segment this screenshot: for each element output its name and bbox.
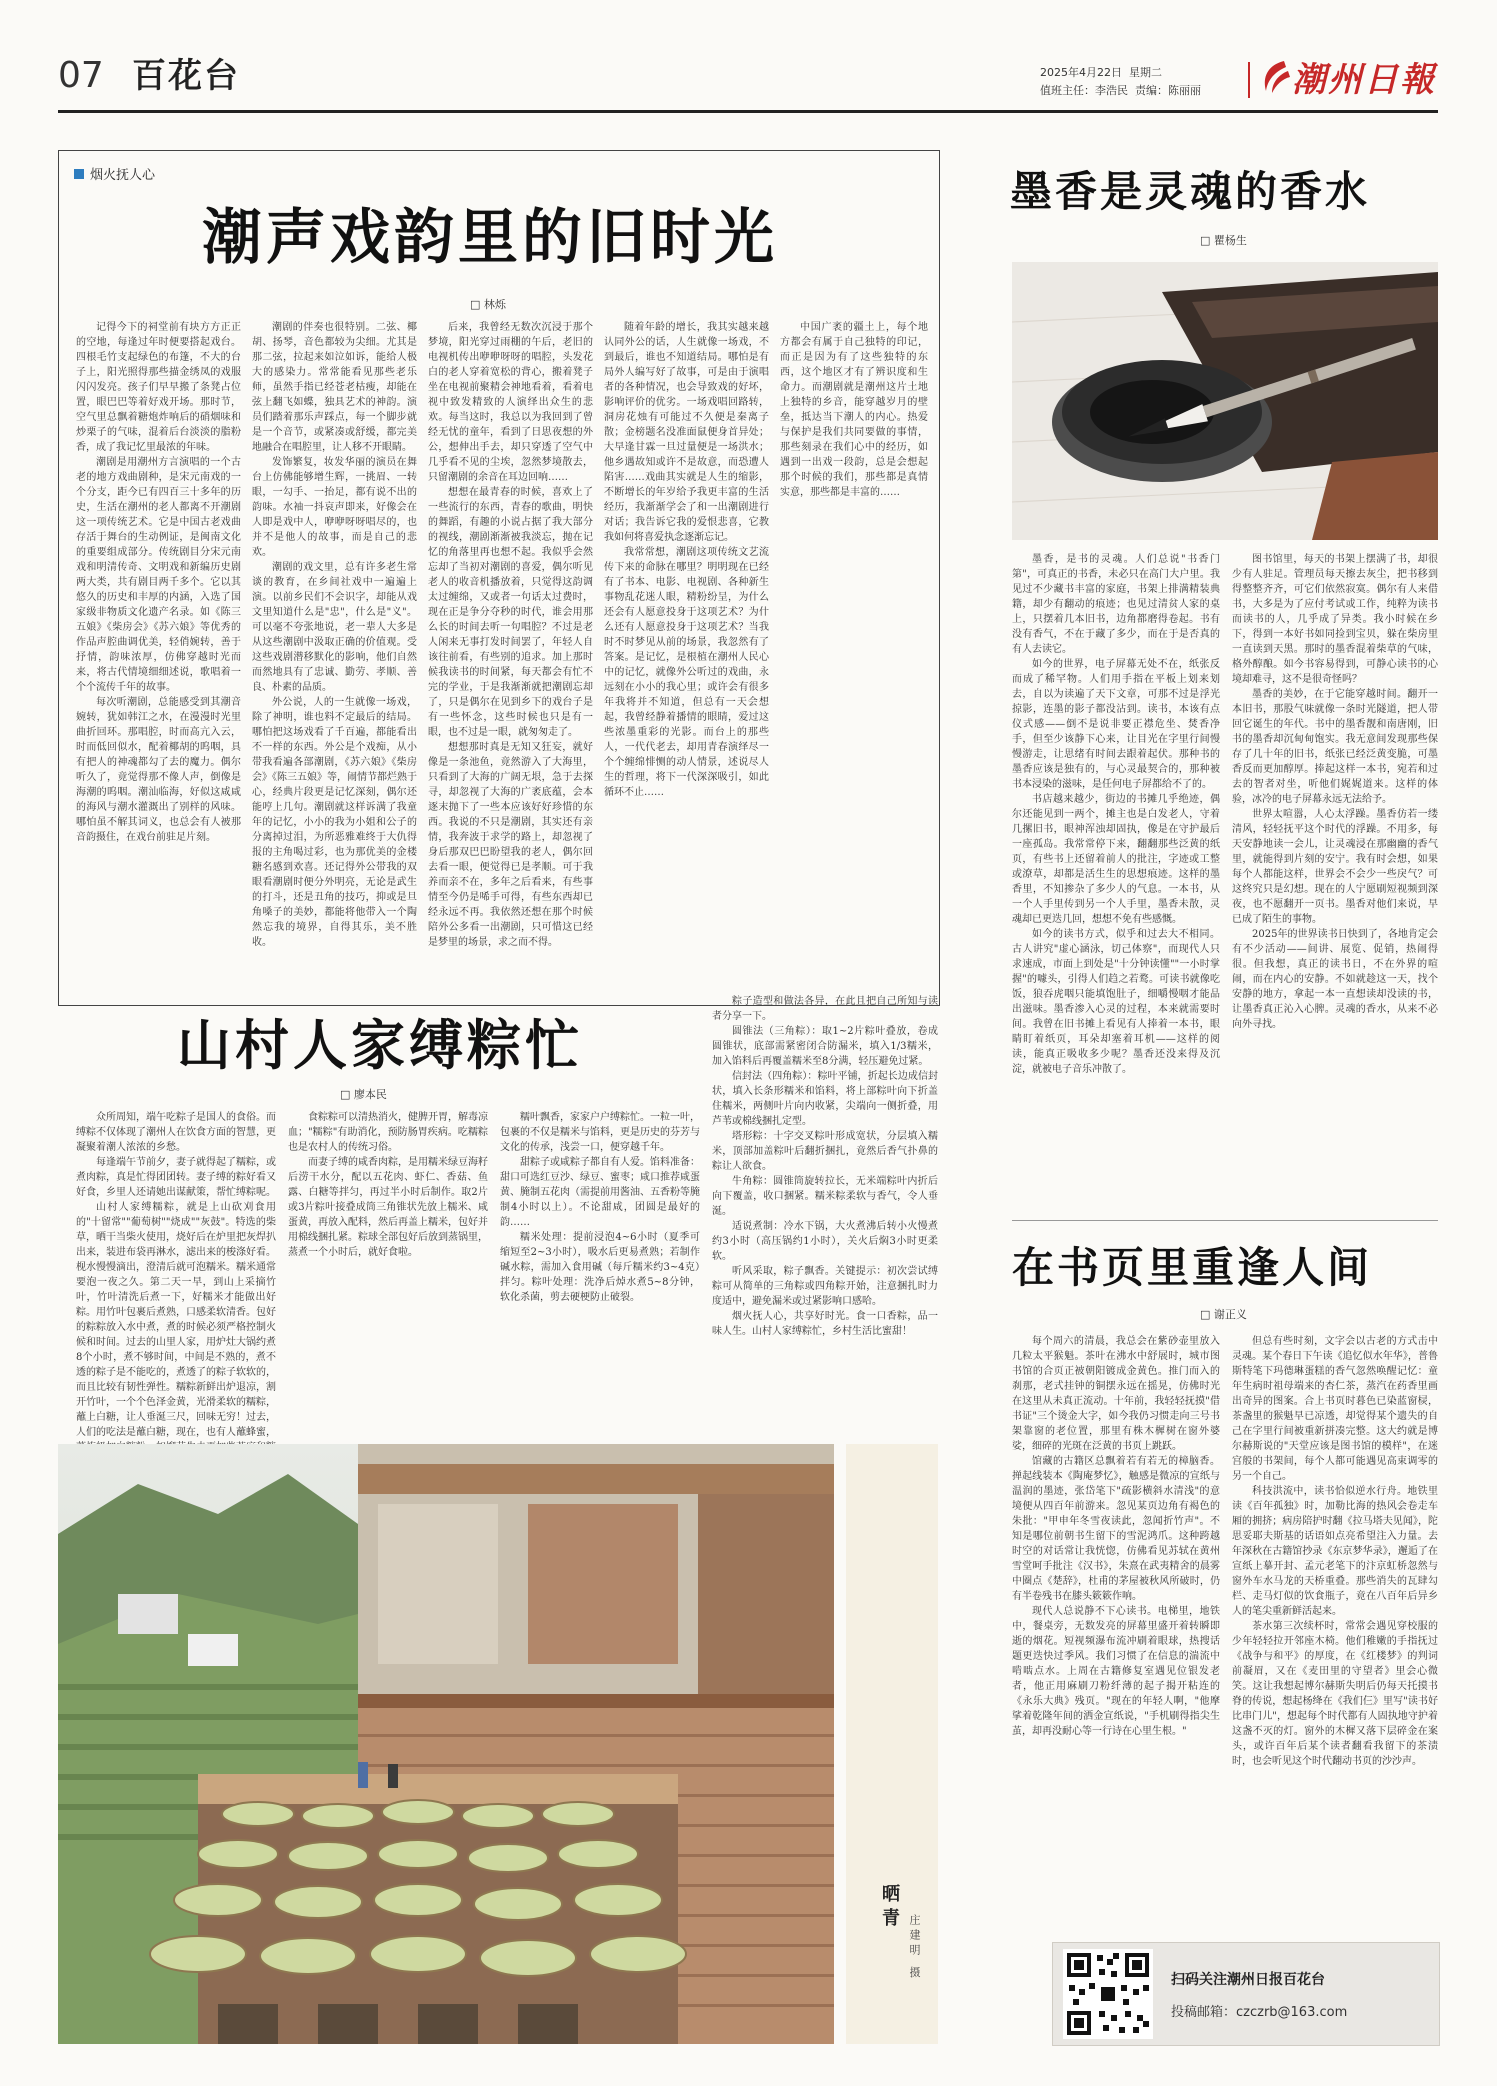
qr-code-icon xyxy=(1063,1949,1153,2039)
editor-credits xyxy=(1040,82,1201,98)
article-1-para: 潮剧的伴奏也很特别。二弦、椰胡、扬琴，音色都较为尖细。尤其是那二弦，拉起来如泣如诉，能给人极大的感染力。常常能看见那些老乐师，虽然手指已经苍老枯瘦，却能在弦上翻飞如蝶，独具艺术的神韵。演员们踏着那乐声踩点，每一个脚步就是一个音节，或紧凑或舒缓，都完美地融合在唱腔里，让人移不开眼睛。 xyxy=(252,322,417,453)
column-tag xyxy=(74,164,155,183)
article-2-col-4 xyxy=(712,994,938,1430)
article-4-top-rule xyxy=(1012,1220,1438,1221)
article-2-para: 糯叶飘香，家家户户缚粽忙。一粒一叶，包裹的不仅是糯米与馅料，更是历史的芬芳与文化的传承，浅尝一口，便穿越千年。 xyxy=(500,1112,700,1153)
article-1-col-5 xyxy=(780,320,928,990)
article-3-byline: □ 瞿杨生 xyxy=(1200,234,1247,247)
qr-label: 扫码关注潮州日报百花台 xyxy=(1171,1972,1325,1988)
article-3-para: 书店越来越少，街边的书摊几乎绝迹，偶尔还能见到一两个，摊主也是白发老人，守着几摞旧书，眼神浑浊却固执，像是在守护最后一座孤岛。我常常停下来，翻翻那些泛黄的纸页，有些书上还留着前人的批注，字迹或工整或潦草，却都是活生生的思想痕迹。这样的墨香里，不知掺杂了多少人的气息。一本书，从一个人手里传到另一个人手里，墨香未散，灵魂却已更迭几回，想想不免有些感慨。 xyxy=(1012,794,1220,925)
article-2-para: 每逢端午节前夕，妻子就得起了糯粽，或煮肉粽，真是忙得团团转。妻子缚的粽好看又好食，乡里人还请她出谋献策，帮忙缚粽呢。 xyxy=(76,1157,276,1198)
issue-date xyxy=(1040,64,1162,80)
article-3-para: 如今的读书方式，似乎和过去大不相同。古人讲究"虚心涵泳，切己体察"，而现代人只求速成，市面上到处是"十分钟读懂""一小时掌握"的噱头，引得人们趋之若鹜。可读书就像吃饭，狼吞虎咽只能填饱肚子，细嚼慢咽才能品出滋味。墨香渗入心灵的过程，本来就需要时间。我曾在旧书摊上看见有人捧着一本书，眼睛盯着纸页，耳朵却塞着耳机——这样的阅读，能真正吸收多少呢？墨香还没来得及沉淀，就被电子音乐冲散了。 xyxy=(1012,929,1220,1075)
date-text: 2025年4月22日 xyxy=(1040,66,1122,79)
article-4-para: 馆藏的古籍区总飘着若有若无的樟脑香。掸起线装本《陶庵梦忆》，触感是微凉的宣纸与温润的墨迹，张岱笔下"疏影横斜水清浅"的意境便从四百年前游来。忽见某页边角有褐色的朱批："甲申年冬雪夜读此，忽闻折竹声"。不知是哪位前朝书生留下的雪泥鸿爪。这种跨越时空的对话常让我恍惚，仿佛看见苏轼在黄州雪堂呵手批注《汉书》，朱熹在武夷精舍的晨雾中圈点《楚辞》，杜甫的茅屋被秋风所破时，仍有半卷残书在膝头簌簌作响。 xyxy=(1012,1456,1220,1602)
tag-square-icon xyxy=(74,169,84,179)
photo-caption xyxy=(846,1444,938,2044)
article-2-para: 烟火抚人心，共享好时光。食一口香粽，品一味人生。山村人家缚粽忙，乡村生活比蜜甜！ xyxy=(712,1311,938,1337)
article-2-para: 众所周知，端午吃粽子是国人的食俗。而缚粽不仅体现了潮州人在饮食方面的智慧，更凝聚着潮人浓浓的乡愁。 xyxy=(76,1112,276,1153)
editor: 责编：陈丽丽 xyxy=(1135,84,1201,97)
article-3-para: 墨香的美妙，在于它能穿越时间。翻开一本旧书，那股气味就像一条时光隧道，把人带回它诞生的年代。书中的墨香靓和南唐刚，旧书的墨香却沉甸甸饱实。我无意间发现那些保存了几十年的旧书，纸张已经泛黄变脆，可墨香反而更加醇厚。捧起这样一本书，宛若和过去的智者对坐，听他们娓娓道来。这样的体验，冰冷的电子屏幕永远无法给予。 xyxy=(1232,689,1438,805)
article-3-col-1 xyxy=(1012,552,1220,1202)
submission-email[interactable]: 投稿邮箱：czczrb@163.com xyxy=(1171,2005,1348,2020)
article-1-para: 想想那时真是无知又狂妄，就好像是一条池鱼，竟然游入了大海里，只看到了大海的广阔无垠，急于去探寻，却忽视了大海的广袤底蕴，会本逐末抛下了一些本应该好好珍惜的东西。我说的不只是潮剧，其实还有亲情，我奔波于求学的路上，却忽视了身后那双巴巴盼望我的老人，偶尔回去看一眼，便觉得已是孝顺。可于我养而亲不在，多年之后看来，有些事情至今仍是唏手可得，有些东西却已经永远不再。我依然还想在那个时候陪外公多看一出潮剧，只可惜这已经是梦里的场景，求之而不得。 xyxy=(428,742,593,948)
article-3-title: 墨香是灵魂的香水 xyxy=(1010,167,1371,216)
article-4-title: 在书页里重逢人间 xyxy=(1012,1243,1373,1292)
article-2-para: 食粽粽可以清热消火，健脾开胃，解毒凉血；"糯粽"有助消化，预防肠胃疾病。吃糯粽也是农村人的传统习俗。 xyxy=(288,1112,488,1153)
article-2-para: 粽子造型和做法各异，在此且把自己所知与读者分享一下。 xyxy=(712,996,938,1022)
article-2-para: 信封法（四角粽）：粽叶平铺，折起长边成信封状，填入长条形糯米和馅料，将上部粽叶向下折盖住糯米，两侧叶片向内收紧，尖端向一侧折叠，用芦苇或棉线捆扎定型。 xyxy=(712,1071,938,1127)
ink-brush-illustration xyxy=(1012,262,1438,540)
article-1-para: 后来，我曾经无数次沉浸于那个梦境，阳光穿过雨棚的午后，老旧的电视机传出咿咿呀呀的唱腔，头发花白的老人穿着宽松的背心，搬着凳子坐在电视前聚精会神地看着，看着电视中致发精致的人演绎出众生的悲欢。每当这时，我总以为我回到了曾经无忧的童年，看到了日思夜想的外公，想伸出手去，却只穿透了空气中几乎看不见的尘埃，忽然梦境散去，只留潮剧的余音在耳边回响…… xyxy=(428,322,593,483)
article-4-para: 茶水第三次续杯时，常常会遇见穿校服的少年轻轻拉开邻座木椅。他们稚嫩的手指抚过《战争与和平》的厚度，在《红楼梦》的判词前凝眉，又在《麦田里的守望者》里会心微笑。这让我想起博尔赫斯失明后仍每天托摸书脊的传说，想起杨绛在《我们仨》里写"读书好比串门儿"，想起每个时代都有人固执地守护着这盏不灭的灯。窗外的木樨又落下层碎金在案头，或许百年后某个读者翻看我留下的茶渍时，也会听见这个时代翻动书页的沙沙声。 xyxy=(1232,1621,1438,1767)
article-2-para: 甜粽子或咸粽子都自有人爱。馅料准备：甜口可选红豆沙、绿豆、蜜枣；咸口推荐咸蛋黄、腌制五花肉（需提前用酱油、五香粉等腌制4小时以上）。不论甜咸，团圆是最好的韵…… xyxy=(500,1157,700,1228)
article-2-para: 而妻子缚的咸香肉粽，是用糯米绿豆海籽后涝干水分，配以五花肉、虾仁、香菇、鱼露、白糖等拌匀，再过半小时后制作。取2片或3片粽叶接叠成筒三角锥状先放上糯米、咸蛋黄，再放入配料，然后再盖上糯米，包好并用棉线捆扎紧。粽球全部包好后放到蒸锅里，蒸煮一个小时后，就好食啦。 xyxy=(288,1157,488,1258)
article-3-col-2 xyxy=(1232,552,1438,1202)
photo-tea-drying xyxy=(58,1444,834,2044)
weekday-text: 星期二 xyxy=(1129,66,1162,79)
article-1-byline: □ 林烁 xyxy=(470,298,506,311)
article-4-para: 科技洪流中，读书恰似逆水行舟。地铁里读《百年孤独》时，加勒比海的热风会卷走车厢的拥挤；病房陪护时翻《拉马塔夫见闻》，陀思妥耶夫斯基的话语如点亮希望注入力量。去年深秋在古籍馆抄录《东京梦华录》，邂逅了在宣纸上摹开封、孟元老笔下的汴京虹桥忽然与窗外车水马龙的天桥重叠。那些消失的瓦肆勾栏、走马灯似的饮食瓶子，竟在八百年后异乡人的笔尖重新鲜活起来。 xyxy=(1232,1486,1438,1617)
page-number: 07 xyxy=(58,55,104,96)
article-1-col-4 xyxy=(604,320,769,990)
article-4-para: 现代人总说静不下心读书。电梯里，地铁中，餐桌旁，无数发亮的屏幕里盛开着转瞬即逝的烟花。短视频瀑布流冲刷着眼球，热搜话题更迭快过季风。我们习惯了在信息的湍流中啃啮点水。上周在古籍修复室遇见位银发老者，他正用麻刷刀粉纤薄的起子揭开粘连的《永乐大典》残页。"现在的年轻人啊，"他摩挲着乾隆年间的洒金宣纸说，"手机刷得指尖生茧，却再没耐心等一行诗在心里生根。" xyxy=(1012,1606,1220,1737)
article-1-para: 发饰繁复，妆发华丽的演员在舞台上仿佛能够增生辉，一挑眉、一转眼，一勾手、一抬足，都有说不出的韵味。水袖一抖哀声即来，好像会在人即是戏中人，咿咿呀呀唱尽的，也并不是他人的故事，而是自己的悲欢。 xyxy=(252,457,417,558)
article-4-col-1 xyxy=(1012,1334,1220,1930)
article-1-col-2 xyxy=(252,320,417,990)
qr-footer-box xyxy=(1052,1942,1440,2046)
article-2-para: 听风采取，粽子飘香。关键提示：初次尝试缚粽可从简单的三角粽或四角粽开始，注意捆扎时力度适中，避免漏米或过紧影响口感哈。 xyxy=(712,1266,938,1307)
masthead-rule xyxy=(58,110,1438,113)
column-tag-label: 烟火抚人心 xyxy=(90,168,156,183)
qr-code[interactable] xyxy=(1063,1949,1153,2039)
article-2-para: 牛角粽：圆锥筒旋转拉长，无米端粽叶内折后向下覆盖，收口捆紧。糯米粽柔软与香气，令人垂涎。 xyxy=(712,1176,938,1217)
article-3-para: 墨香，是书的灵魂。人们总说"书香门第"，可真正的书香，未必只在高门大户里。我见过不少藏书丰富的家庭，书架上排满精装典籍，却少有翻动的痕迹；也见过清贫人家的桌上，只摆着几本旧书，边角都磨得卷起。书有没有香气，不在于藏了多少，而在于是否真的有人去读它。 xyxy=(1012,554,1220,655)
article-2-byline: □ 廖本民 xyxy=(340,1088,387,1101)
masthead-divider xyxy=(1248,62,1250,98)
article-2-col-1 xyxy=(76,1110,276,1438)
article-2-author: 廖本民 xyxy=(353,1088,387,1101)
article-2-para: 适说煮制：冷水下锅，大火煮沸后转小火慢煮约3小时（高压锅约1小时），关火后焖3小时更柔软。 xyxy=(712,1221,938,1262)
article-4-byline: □ 谢正义 xyxy=(1200,1308,1247,1321)
article-3-para: 如今的世界，电子屏幕无处不在，纸张反而成了稀罕物。人们用手指在平板上划来划去，自以为读遍了天下文章，可那不过是浮光掠影，连墨的影子都没沾到。读书，本该有点仪式感——倒不是说非要正襟危坐、焚香净手，但至少该静下心来，让目光在字里行间慢慢游走，让思绪有时间去跟着起伏。那种书的墨香应该是独有的，与心灵最契合的，那种被书本浸染的滋味，是任何电子屏都给不了的。 xyxy=(1012,659,1220,790)
article-2-col-3 xyxy=(500,1110,700,1430)
article-1-para: 潮剧的戏文里，总有许多老生常谈的教育，在乡间社戏中一遍遍上演。以前乡民们不会识字，却能从戏文里知道什么是"忠"，什么是"义"。可以毫不夸张地说，老一辈人大多是从这些潮剧中汲取正确的价值观。受这些戏剧潜移默化的影响，他们自然而然地具有了忠诚、勤劳、孝顺、善良、朴素的品质。 xyxy=(252,562,417,693)
photo-ink-brush xyxy=(1012,262,1438,540)
article-1-para: 记得今下的祠堂前有块方方正正的空地，每逢过年时便要搭起戏台。四根毛竹支起绿色的布篷，不大的台子上，阳光照得那些描金绣凤的戏服闪闪发亮。孩子们早早搬了条凳占位置，眼巴巴等着好戏开场。那时节，空气里总飘着糖炮炸响后的硝烟味和炒栗子的气味，混着后台淡淡的脂粉香，成了我记忆里最浓的年味。 xyxy=(76,322,241,453)
article-1-col-3 xyxy=(428,320,593,990)
article-4-para: 每个周六的清晨，我总会在紫砂壶里放入几粒太平猴魁。茶叶在沸水中舒展时，城市图书馆的合页正被朝阳镀成金黄色。推门而入的刹那，老式挂钟的铜摆永远在摇晃，仿佛时光在这里从未真正流动。十年前，我轻轻抚摸"借书证"三个烫金大字，如今我仍习惯走向三号书架靠窗的老位置，那里有株木樨树在窗外婆娑，细碎的光斑在泛黄的书页上跳跃。 xyxy=(1012,1336,1220,1452)
section-name: 百花台 xyxy=(132,56,240,96)
article-2-col-2 xyxy=(288,1110,488,1430)
article-1-col-1 xyxy=(76,320,241,990)
paper-name: 潮州日報 xyxy=(1292,60,1436,100)
article-1-para: 潮剧是用潮州方言演唱的一个古老的地方戏曲剧种，是宋元南戏的一个分支，距今已有四百三十多年的历史，生活在潮州的老人都离不开潮剧这一项传统艺术。它是中国古老戏曲存活于舞台的生动例证，是闽南文化的重要组成部分。传统剧目分宋元南戏和明清传奇、文明戏和新编历史剧两大类，共有剧目两千多个。它以其悠久的历史和丰厚的内涵，入选了国家级非物质文化遗产名录。如《陈三五娘》《柴房会》《苏六娘》等优秀的作品声腔曲调优美，轻俏婉转，善于抒情，韵味浓厚，仿佛穿越时光而来，将古代情境细细述说，歌唱着一个个流传千年的故事。 xyxy=(76,457,241,693)
photo-illustration xyxy=(58,1444,834,2044)
photo-caption-credit: 庄建明 摄 xyxy=(908,1914,921,1982)
article-2-para: 山村人家缚糯粽，就是上山砍刈食用的"十留常""葡萄树""烧成""灰鼓"。特选的柴草，晒干当柴火使用，烧好后在炉里把灰焊扒出来，装进布袋再淋水，滤出来的梭涤好看。枧水慢慢滴出，澄清后就可泡糯米。糯米通常要泡一夜之久。第二天一早，到山上采摘竹叶，竹叶清洗后煮一下，好糯米才能做出好粽。用竹叶包裹后煮熟，口感柔软清香。包好的粽粽放入水中煮，煮的时候必须严格控制火候和时间。过去的山里人家，用炉灶大锅约煮8个小时，煮不够时间，中间是不熟的，煮不透的粽子是不能吃的，煮透了的粽子软软的，而且比较有韧性弹性。糯粽新鲜出炉退凉，割开竹叶，一个个色泽金黄，光滑柔软的糯粽，蘸上白糖，让人垂涎三尺，回味无穷！过去，人们的吃法是蘸白糖，现在，也有人蘸蜂蜜， xyxy=(76,1202,276,1438)
article-1-para: 中国广袤的疆土上，每个地方都会有属于自己独特的印记，而正是因为有了这些独特的东西，这个地区才有了辨识度和生命力。而潮剧就是潮州这片土地上独特的乡音，能穿越岁月的壁垒，抵达当下潮人的内心。热爱与保护是我们共同要做的事情，那些刻录在我们心中的经历，如遇到一出戏一段韵，总是会想起那个时候的我们，那些都是真情实意，那些都是丰富的…… xyxy=(780,322,928,498)
article-2-title: 山村人家缚粽忙 xyxy=(177,1013,583,1077)
article-4-para: 但总有些时刻，文字会以古老的方式击中灵魂。某个春日下午读《追忆似水年华》，普鲁斯特笔下玛德琳蛋糕的香气忽然唤醒记忆：童年生病时祖母端来的杏仁茶，蒸汽在药香里画出奇异的图案。合上书页时暮色已染蓝窗棂，茶盏里的猴魁早已凉透，却觉得某个遗失的自己在字里行间被重新拼凑完整。这大约就是博尔赫斯说的"天堂应该是图书馆的模样"，在迷宫般的书架间，每个人都可能遇见高束调零的另一个自己。 xyxy=(1232,1336,1438,1482)
article-1-author: 林烁 xyxy=(483,298,506,311)
duty-editor: 值班主任：李浩民 xyxy=(1040,84,1128,97)
article-2-para: 塔形粽：十字交叉粽叶形成宽状，分层填入糯米，顶部加盖粽叶后翻折捆扎，竟然后香气扑鼻的粽让人欲食。 xyxy=(712,1131,938,1172)
article-1-para: 想想在最青春的时候，喜欢上了一些流行的东西，青春的歌曲，明快的舞蹈，有趣的小说占据了我大部分的视线，潮剧渐渐被我淡忘，抛在记忆的角落里再也想不起。我似乎会然忘却了当初对潮剧的喜爱，偶尔听见老人的收音机播放着，只觉得这韵调太过缠绵，又或者一句话太过费时，现在正是争分夺秒的时代，谁会用那么长的时间去听一句唱腔？不过是老人闲来无事打发时间罢了，年轻人自该往前看，有些别的追求。加上那时候我读书的时间紧，每天都会有忙不完的学业，于是我渐渐就把潮剧忘却了，只是偶尔在见到乡下的戏台子是有一些怀念，这些时候也只是有一眼，也不过是一眼，就匆匆走了。 xyxy=(428,487,593,738)
article-4-author: 谢正义 xyxy=(1213,1308,1247,1321)
article-1-title: 潮声戏韵里的旧时光 xyxy=(202,203,778,273)
article-1-para: 我常常想，潮剧这项传统文艺流传下来的命脉在哪里？明明现在已经有了书本、电影、电视剧、各种新生事物乱花迷人眼，精粉纷呈，为什么还会有人愿意投身于这项艺术？为什么还有人愿意投身于这项艺术？当我时不时梦见从前的场景，我忽然有了答案。是记忆，是根植在潮州人民心中的记忆，就像外公听过的戏曲，永远刻在小小的我心里；或许会有很多年我将并不知道，但总有一天会想起，我曾经静着播情的眼睛，爱过这些浓墨重彩的光影。而台上的那些人，一代代老去，却用青春演绎尽一个个缠绵悱恻的动人情景，述说尽人生的哲理，将下一代深深吸引，如此循环不止…… xyxy=(604,547,769,798)
article-3-para: 世界太喧嚣，人心太浮躁。墨香仿若一缕清风，轻轻抚平这个时代的浮躁。不用多，每天安静地读一会儿，让灵魂浸在那幽幽的香气里，就能得到片刻的安宁。我有时会想，如果每个人都能这样，世界会不会少一些戾气？可这终究只是幻想。现在的人宁愿刷短视频到深夜，也不愿翻开一页书。墨香对他们来说，早已成了陌生的事物。 xyxy=(1232,809,1438,925)
article-2-para: 圆锥法（三角粽）：取1~2片粽叶叠放，卷成圆锥状，底部需紧密闭合防漏米，填入1/3糯米，加入馅料后再覆盖糯米至8分满，轻压避免过紧。 xyxy=(712,1026,938,1067)
photo-caption-title: 晒青 xyxy=(879,1884,900,1932)
article-4-col-2 xyxy=(1232,1334,1438,1930)
logo-swoosh-icon xyxy=(1258,57,1292,97)
paper-logo xyxy=(1258,52,1436,101)
article-3-author: 瞿杨生 xyxy=(1213,234,1247,247)
article-1-para: 每次听潮剧，总能感受到其潮音婉转，犹如韩江之水，在漫漫时光里曲折回环。那唱腔，时而高亢入云，时而低回似水，配着椰胡的呜咽，具有把人的神魂都勾了去的魔力。偶尔听久了，竟觉得那不像人声，倒像是海潮的呜咽。潮汕临海，好似这咸咸的海风与潮水灌溉出了别样的风味。哪怕虽不解其词义，也总会有人被那音韵摄住，在戏台前驻足片刻。 xyxy=(76,697,241,843)
article-3-para: 图书馆里，每天的书架上摆满了书，却很少有人驻足。管理员每天擦去灰尘，把书移到得整整齐齐，可它们依然寂寞。偶尔有人来借书，大多是为了应付考试或工作，纯粹为读书而读书的人，几乎成了异类。我小时候在乡下，得到一本好书如同捡到宝贝，躲在柴房里一直读到天黑。那时的墨香混着柴草的气味，格外醇酿。如今书容易得到，可静心读书的心境却难寻，这不是很奇怪吗？ xyxy=(1232,554,1438,685)
article-1-para: 随着年龄的增长，我其实越来越认同外公的话，人生就像一场戏，不到最后，谁也不知道结局。哪怕是有局外人编写好了故事，可是由于演唱者的各种情况，也会导致戏的好坏，影响评价的优劣。一场戏唱回路转，洞房花烛有可能过不久便是秦离子散；金榜题名没准面鼠便身首异处；大早逢甘霖一旦过量便是一场洪水；他乡遇故知或许不是故意，而恐遭人陷害……戏曲其实就是人生的缩影，不断增长的年岁给予我更丰富的生活经历，我渐渐学会了和一出潮剧进行对话；我告诉它我的爱恨悲喜，它教我如何将喜爱执念逐渐忘记。 xyxy=(604,322,769,543)
article-1-para: 外公说，人的一生就像一场戏，除了神明，谁也料不定最后的结局。哪怕把这场戏看了千百遍，都能看出不一样的东西。外公是个戏痴，从小带我看遍各部潮剧，《苏六娘》《柴房会》《陈三五娘》等，闹情节都烂熟于心，经典片段更是记忆深刻，偶尔还能哼上几句。潮剧就这样诉满了我童年的记忆，小小的我为小姐和公子的分离掉过泪，为所恶雅难终于大仇得报的主角喝过彩，也为那优美的金楼糖名感到欢喜。还记得外公带我的双眼看潮剧时便分外明亮，无论是武生的打斗，还是丑角的技巧，抑或是旦角嗓子的美妙，都能将他带入一个陶然忘我的境界，自得其乐，美不胜收。 xyxy=(252,697,417,948)
article-2-para: 糯米处理：提前浸泡4~6小时（夏季可缩短至2~3小时），吸水后更易煮熟；若制作碱水粽，需加入食用碱（每斤糯米约3~4克）拌匀。粽叶处理：洗净后焯水煮5~8分钟，软化杀菌，剪去硬梗防止破裂。 xyxy=(500,1232,700,1303)
article-3-para: 2025年的世界读书日快到了，各地肯定会有不少活动——间讲、展览、促销，热闹得很。但我想，真正的读书日，不在外界的喧闹，而在内心的安静。不如就趁这一天，找个安静的地方，拿起一本一直想读却没读的书，让墨香真正沁入心脾。灵魂的香水，从来不必向外寻找。 xyxy=(1232,929,1438,1030)
